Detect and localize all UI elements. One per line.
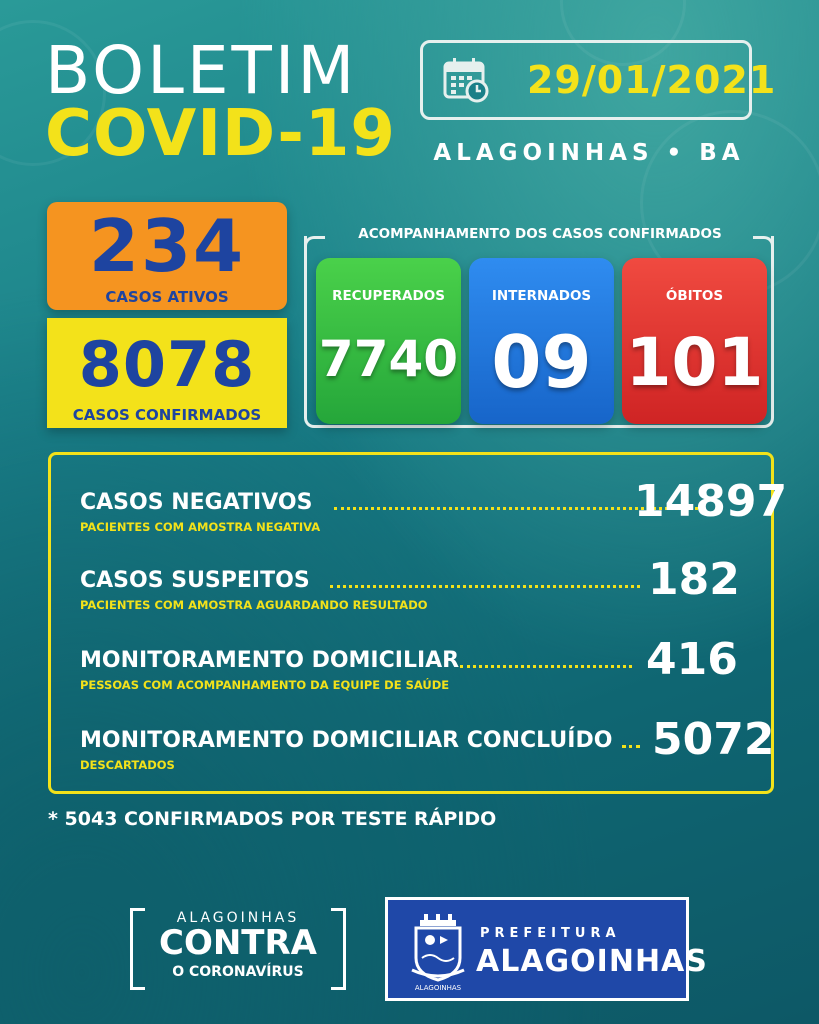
dotted-leader <box>460 665 632 668</box>
list-item <box>80 554 770 612</box>
indicator-name: CASOS NEGATIVOS <box>80 490 313 515</box>
internados-value: 09 <box>491 320 592 404</box>
title-boletim: BOLETIM <box>45 32 358 109</box>
indicator-description: PACIENTES COM AMOSTRA AGUARDANDO RESULTADO <box>80 598 428 612</box>
acompanhamento-title: ACOMPANHAMENTO DOS CASOS CONFIRMADOS <box>358 226 722 242</box>
date-box <box>420 40 777 120</box>
casos-ativos-box <box>47 202 287 310</box>
internados-card <box>469 258 614 424</box>
indicator-value: 14897 <box>634 476 788 527</box>
list-item <box>80 634 770 692</box>
logo-contra-line1: ALAGOINHAS <box>176 910 300 926</box>
indicator-value: 182 <box>648 554 740 605</box>
casos-confirmados-label: CASOS CONFIRMADOS <box>72 406 262 424</box>
list-item <box>80 714 775 772</box>
city-crest-icon <box>410 912 466 988</box>
casos-ativos-value: 234 <box>88 204 246 288</box>
footnote: * 5043 CONFIRMADOS POR TESTE RÁPIDO <box>48 808 497 830</box>
obitos-label: ÓBITOS <box>665 288 724 304</box>
casos-confirmados-box <box>47 318 287 428</box>
indicator-description: DESCARTADOS <box>80 758 175 772</box>
prefeitura-line1: PREFEITURA <box>480 926 621 941</box>
indicator-value: 5072 <box>652 714 775 765</box>
internados-label: INTERNADOS <box>491 288 592 304</box>
casos-confirmados-value: 8078 <box>78 328 256 401</box>
crest-caption: ALAGOINHAS <box>414 984 462 992</box>
casos-ativos-label: CASOS ATIVOS <box>105 288 229 306</box>
recuperados-value: 7740 <box>318 330 459 388</box>
recuperados-label: RECUPERADOS <box>332 288 445 304</box>
obitos-card <box>622 258 767 424</box>
bulletin-date: 29/01/2021 <box>527 58 777 102</box>
list-item <box>80 476 788 534</box>
indicator-description: PESSOAS COM ACOMPANHAMENTO DA EQUIPE DE SAÚDE <box>80 678 450 692</box>
dotted-leader <box>622 745 640 748</box>
indicator-value: 416 <box>646 634 738 685</box>
prefeitura-logo <box>385 897 708 1001</box>
logo-contra-line2: CONTRA <box>159 923 317 963</box>
alagoinhas-contra-coronavirus-logo <box>130 908 346 986</box>
indicator-name: MONITORAMENTO DOMICILIAR CONCLUÍDO <box>80 728 613 753</box>
indicator-name: MONITORAMENTO DOMICILIAR <box>80 648 460 673</box>
logo-contra-line3: O CORONAVÍRUS <box>172 964 304 980</box>
dotted-leader <box>330 585 640 588</box>
indicator-description: PACIENTES COM AMOSTRA NEGATIVA <box>80 520 321 534</box>
calendar-clock-icon <box>443 57 489 103</box>
title-covid: COVID-19 <box>45 97 396 171</box>
recuperados-card <box>316 258 461 424</box>
prefeitura-line2: ALAGOINHAS <box>476 944 708 979</box>
indicator-name: CASOS SUSPEITOS <box>80 568 310 593</box>
location-label: ALAGOINHAS • BA <box>433 140 745 166</box>
obitos-value: 101 <box>625 324 764 401</box>
